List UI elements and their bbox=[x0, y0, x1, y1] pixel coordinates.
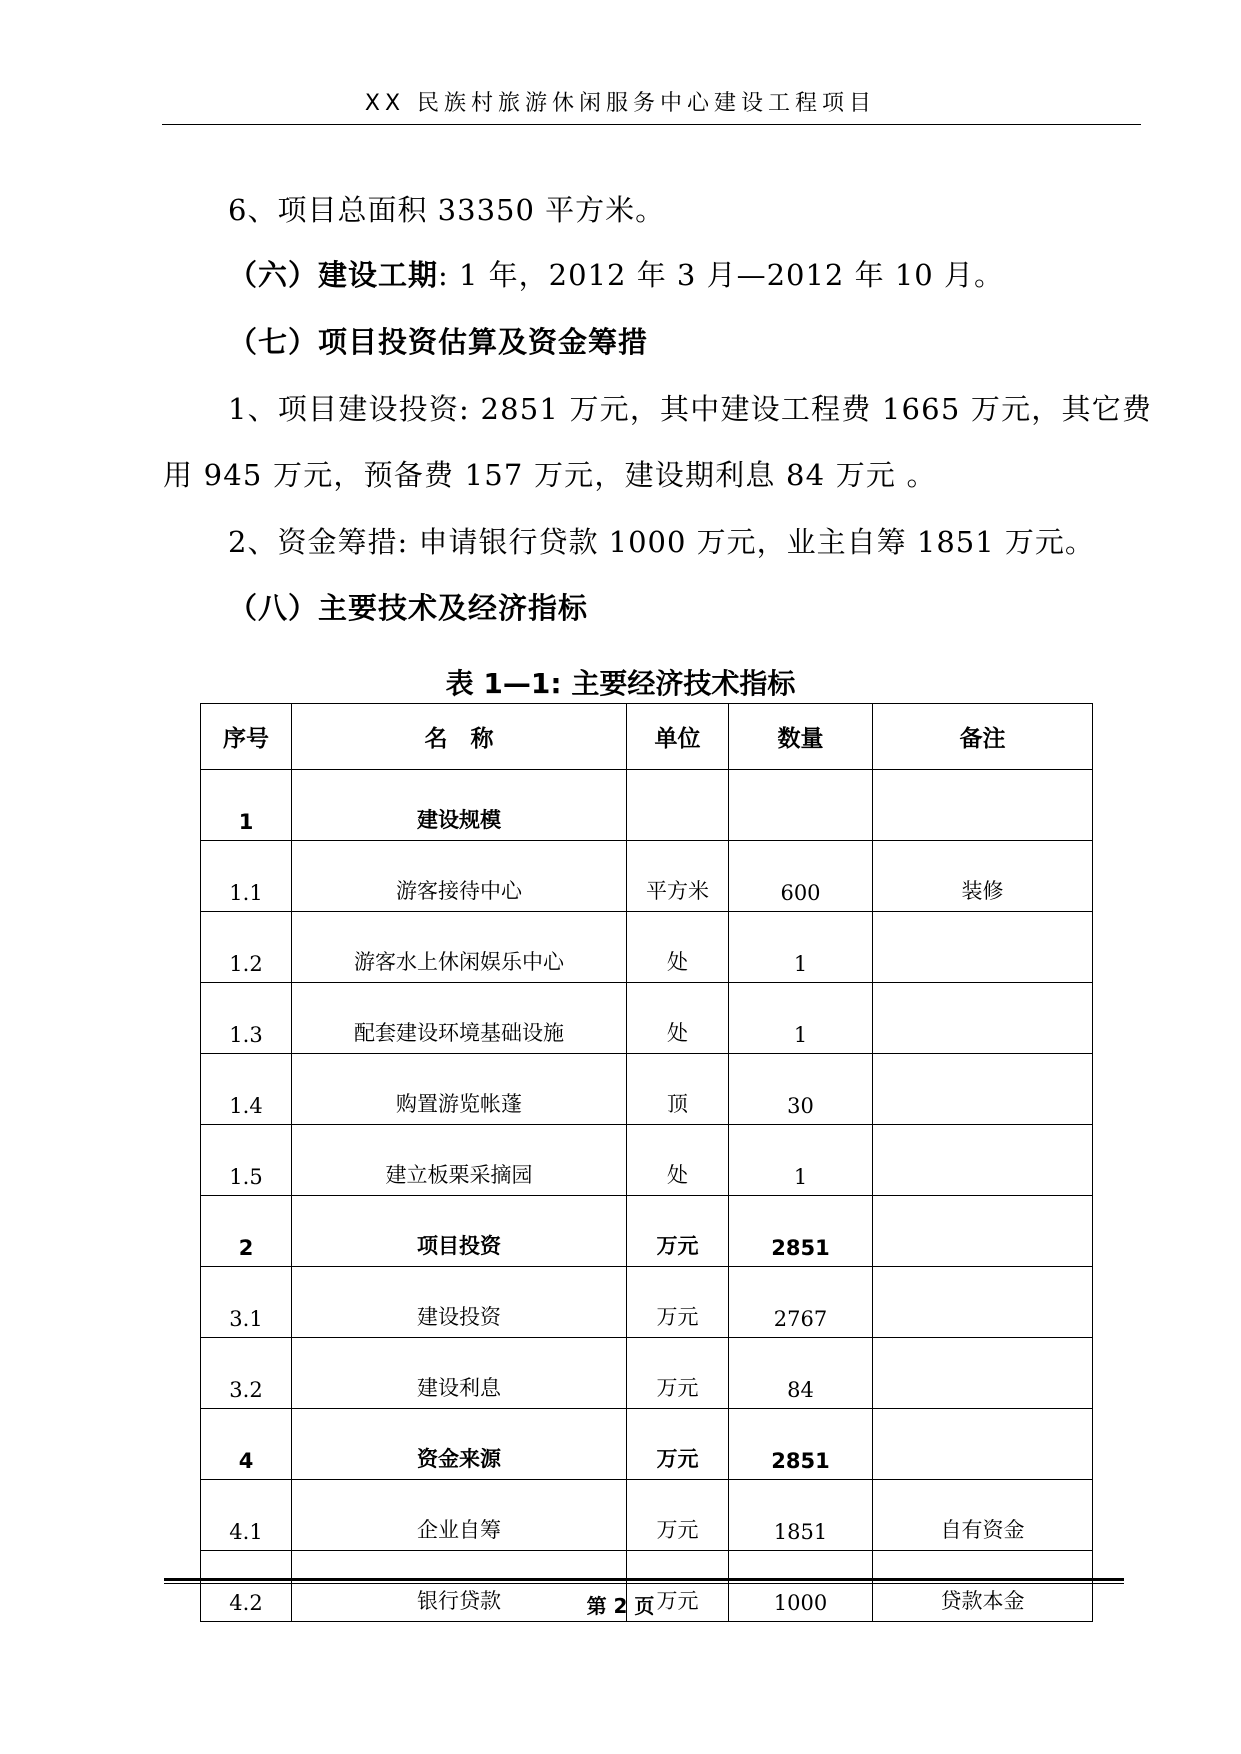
item-6-area: 6、项目总面积 33350 平方米。 bbox=[228, 193, 666, 227]
cell-index: 3.2 bbox=[201, 1338, 292, 1409]
cell-index: 1.2 bbox=[201, 912, 292, 983]
cell-unit: 处 bbox=[627, 1125, 729, 1196]
cell-unit: 万元 bbox=[627, 1480, 729, 1551]
section-6-text: : 1 年，2012 年 3 月—2012 年 10 月。 bbox=[438, 258, 1004, 292]
cell-index: 4.1 bbox=[201, 1480, 292, 1551]
cell-unit bbox=[627, 770, 729, 841]
page-number: 第 2 页 bbox=[586, 1594, 655, 1618]
cell-index: 4.2 bbox=[201, 1551, 292, 1622]
cell-remarks bbox=[873, 1338, 1093, 1409]
cell-remarks bbox=[873, 912, 1093, 983]
cell-name: 银行贷款 bbox=[292, 1551, 627, 1622]
invest-line-1: 1、项目建设投资: 2851 万元，其中建设工程费 1665 万元，其它费 bbox=[228, 392, 1153, 426]
cell-name: 建立板栗采摘园 bbox=[292, 1125, 627, 1196]
cell-remarks bbox=[873, 1125, 1093, 1196]
column-header-quantity: 数量 bbox=[729, 704, 873, 770]
table-row bbox=[201, 841, 1093, 912]
cell-quantity: 1851 bbox=[729, 1480, 873, 1551]
cell-remarks bbox=[873, 1054, 1093, 1125]
cell-name: 资金来源 bbox=[292, 1409, 627, 1480]
footer-divider-thick bbox=[164, 1578, 1124, 1581]
table-row bbox=[201, 770, 1093, 841]
cell-name: 建设利息 bbox=[292, 1338, 627, 1409]
cell-quantity: 2767 bbox=[729, 1267, 873, 1338]
table-row bbox=[201, 912, 1093, 983]
cell-name: 游客接待中心 bbox=[292, 841, 627, 912]
cell-unit: 顶 bbox=[627, 1054, 729, 1125]
header-divider bbox=[162, 124, 1141, 125]
cell-quantity: 1 bbox=[729, 983, 873, 1054]
table-row bbox=[201, 1267, 1093, 1338]
section-8-heading: （八）主要技术及经济指标 bbox=[228, 591, 589, 625]
cell-quantity: 1 bbox=[729, 1125, 873, 1196]
funding-paragraph: 2、资金筹措: 申请银行贷款 1000 万元，业主自筹 1851 万元。 bbox=[228, 525, 1095, 559]
cell-remarks bbox=[873, 983, 1093, 1054]
cell-remarks bbox=[873, 1409, 1093, 1480]
cell-index: 1.3 bbox=[201, 983, 292, 1054]
cell-name: 游客水上休闲娱乐中心 bbox=[292, 912, 627, 983]
cell-quantity: 2851 bbox=[729, 1196, 873, 1267]
section-7-heading: （七）项目投资估算及资金筹措 bbox=[228, 325, 649, 359]
table-row bbox=[201, 1125, 1093, 1196]
cell-remarks bbox=[873, 1267, 1093, 1338]
cell-index: 3.1 bbox=[201, 1267, 292, 1338]
cell-unit: 万元 bbox=[627, 1267, 729, 1338]
page-header-title: XX 民族村旅游休闲服务中心建设工程项目 bbox=[364, 91, 877, 116]
cell-remarks bbox=[873, 770, 1093, 841]
cell-unit: 平方米 bbox=[627, 841, 729, 912]
cell-index: 1 bbox=[201, 770, 292, 841]
section-6-paragraph bbox=[0, 255, 1241, 295]
column-header-unit: 单位 bbox=[627, 704, 729, 770]
cell-quantity: 1000 bbox=[729, 1551, 873, 1622]
invest-line-2: 用 945 万元，预备费 157 万元，建设期利息 84 万元 。 bbox=[163, 458, 937, 492]
column-header-remarks: 备注 bbox=[873, 704, 1093, 770]
cell-index: 1.4 bbox=[201, 1054, 292, 1125]
cell-unit: 万元 bbox=[627, 1196, 729, 1267]
column-header-name: 名 称 bbox=[292, 704, 627, 770]
table-row bbox=[201, 1480, 1093, 1551]
cell-remarks bbox=[873, 1196, 1093, 1267]
cell-name: 建设规模 bbox=[292, 770, 627, 841]
cell-unit: 万元 bbox=[627, 1551, 729, 1622]
table-row bbox=[201, 1196, 1093, 1267]
cell-name: 购置游览帐蓬 bbox=[292, 1054, 627, 1125]
cell-quantity: 30 bbox=[729, 1054, 873, 1125]
cell-quantity bbox=[729, 770, 873, 841]
cell-index: 1.1 bbox=[201, 841, 292, 912]
cell-quantity: 2851 bbox=[729, 1409, 873, 1480]
cell-remarks: 自有资金 bbox=[873, 1480, 1093, 1551]
cell-quantity: 84 bbox=[729, 1338, 873, 1409]
table-row bbox=[201, 983, 1093, 1054]
cell-name: 建设投资 bbox=[292, 1267, 627, 1338]
cell-remarks: 装修 bbox=[873, 841, 1093, 912]
cell-unit: 处 bbox=[627, 983, 729, 1054]
cell-unit: 处 bbox=[627, 912, 729, 983]
cell-quantity: 1 bbox=[729, 912, 873, 983]
cell-index: 4 bbox=[201, 1409, 292, 1480]
table-row bbox=[201, 1338, 1093, 1409]
table-caption: 表 1—1: 主要经济技术指标 bbox=[445, 667, 796, 700]
cell-remarks: 贷款本金 bbox=[873, 1551, 1093, 1622]
cell-index: 2 bbox=[201, 1196, 292, 1267]
cell-unit: 万元 bbox=[627, 1409, 729, 1480]
cell-name: 企业自筹 bbox=[292, 1480, 627, 1551]
footer-divider-thin bbox=[164, 1583, 1124, 1584]
indicators-table bbox=[200, 703, 1093, 1622]
section-6-heading: （六）建设工期 bbox=[228, 258, 439, 292]
cell-index: 1.5 bbox=[201, 1125, 292, 1196]
table-header-row bbox=[201, 704, 1093, 770]
column-header-index: 序号 bbox=[201, 704, 292, 770]
cell-name: 配套建设环境基础设施 bbox=[292, 983, 627, 1054]
cell-name: 项目投资 bbox=[292, 1196, 627, 1267]
table-row bbox=[201, 1054, 1093, 1125]
cell-quantity: 600 bbox=[729, 841, 873, 912]
cell-unit: 万元 bbox=[627, 1338, 729, 1409]
table-row bbox=[201, 1409, 1093, 1480]
